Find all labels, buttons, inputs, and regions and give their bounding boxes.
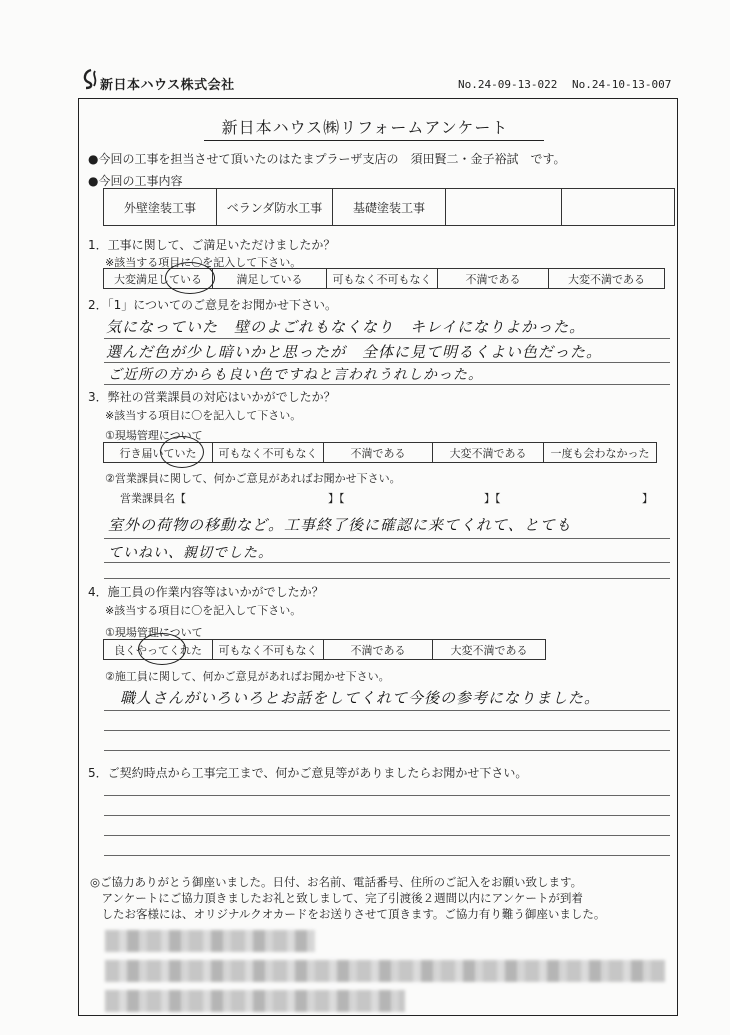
- work-item-3: 基礎塗装工事: [333, 189, 446, 226]
- q1-note: ※該当する項目に〇を記入して下さい。: [105, 256, 302, 269]
- q2-rule-1: [104, 338, 670, 339]
- q5-rule-1: [104, 795, 670, 796]
- q4-rule-2: [104, 730, 670, 731]
- q1-option-4[interactable]: 不満である: [438, 269, 549, 289]
- q4-selection-circle: [138, 633, 186, 665]
- doc-number-2: No.24-10-13-007: [572, 78, 672, 91]
- company-logo-icon: [80, 68, 102, 90]
- q4-option-1[interactable]: 良くやってくれた: [104, 640, 213, 660]
- q3-rule-1: [104, 538, 670, 539]
- q4-sub2: ②施工員に関して、何かご意見があればお聞かせ下さい。: [105, 670, 390, 683]
- q4-question: 4．施工員の作業内容等はいかがでしたか？: [88, 585, 324, 599]
- staff-name-bracket-mid-1: 】【: [328, 492, 345, 505]
- company-name: 新日本ハウス株式会社: [100, 78, 235, 93]
- work-item-2: ベランダ防水工事: [217, 189, 333, 226]
- q3-sub2: ②営業課員に関して、何かご意見があればお聞かせ下さい。: [105, 472, 401, 485]
- q4-option-2[interactable]: 可もなく不可もなく: [213, 640, 324, 660]
- q1-question: 1．工事に関して、ご満足いただけましたか？: [88, 238, 336, 252]
- q4-sub1: ①現場管理について: [105, 626, 203, 639]
- q4-answer-line-1: 職人さんがいろいろとお話をしてくれて今後の参考になりました。: [120, 689, 601, 707]
- q3-option-4[interactable]: 大変不満である: [433, 443, 544, 463]
- q2-question: 2．「1」についてのご意見をお聞かせ下さい。: [88, 298, 338, 312]
- q3-selection-circle: [160, 436, 204, 468]
- q5-question: 5．ご契約時点から工事完工まで、何かご意見等がありましたらお聞かせ下さい。: [88, 766, 528, 780]
- work-content-table: [103, 188, 675, 226]
- work-item-5: [562, 189, 675, 226]
- q2-rule-3: [104, 384, 670, 385]
- closing-line-3: したお客様には、オリジナルクオカードをお送りさせて頂きます。ご協力有り難う御座いました。: [90, 907, 606, 921]
- staff-name-bracket-end: 】: [642, 492, 653, 505]
- work-item-1: 外壁塗装工事: [104, 189, 217, 226]
- closing-line-2: アンケートにご協力頂きましたお礼と致しまして、完了引渡後２週間以内にアンケートが到着: [90, 891, 583, 905]
- q4-option-3[interactable]: 不満である: [324, 640, 433, 660]
- page-title: 新日本ハウス㈱リフォームアンケート: [221, 118, 509, 137]
- q2-answer-line-2: 選んだ色が少し暗いかと思ったが 全体に見て明るくよい色だった。: [106, 343, 603, 361]
- q2-answer-line-3: ご近所の方からも良い色ですねと言われうれしかった。: [108, 367, 483, 383]
- q2-answer-line-1: 気になっていた 壁のよごれもなくなり キレイになりよかった。: [106, 318, 586, 336]
- q5-rule-2: [104, 815, 670, 816]
- redacted-address: [105, 960, 665, 982]
- q3-rule-3: [104, 578, 670, 579]
- staff-name-label: 営業課員名【: [120, 492, 186, 505]
- q3-question: 3．弊社の営業課員の対応はいかがでしたか？: [88, 390, 336, 404]
- q4-rule-3: [104, 750, 670, 751]
- q5-rule-3: [104, 835, 670, 836]
- q3-note: ※該当する項目に〇を記入して下さい。: [105, 409, 302, 422]
- q4-rule-1: [104, 710, 670, 711]
- q4-option-4[interactable]: 大変不満である: [433, 640, 546, 660]
- q3-sub1: ①現場管理について: [105, 429, 203, 442]
- doc-number-1: No.24-09-13-022: [458, 78, 558, 91]
- q3-option-1[interactable]: 行き届いていた: [104, 443, 213, 463]
- q3-option-3[interactable]: 不満である: [324, 443, 433, 463]
- q1-selection-circle: [165, 262, 215, 294]
- q5-rule-4: [104, 855, 670, 856]
- q3-option-2[interactable]: 可もなく不可もなく: [213, 443, 324, 463]
- q3-rule-2: [104, 562, 670, 563]
- q4-note: ※該当する項目に〇を記入して下さい。: [105, 604, 302, 617]
- q1-option-5[interactable]: 大変不満である: [549, 269, 665, 289]
- q3-option-5[interactable]: 一度も会わなかった: [544, 443, 657, 463]
- branch-line: ●今回の工事を担当させて頂いたのはたまプラーザ支店の 須田賢二・金子裕試 です。: [88, 152, 566, 166]
- redacted-date-name: [105, 930, 315, 952]
- q1-option-1[interactable]: 大変満足している: [104, 269, 213, 289]
- title-underline: [204, 140, 544, 141]
- closing-line-1: ◎ご協力ありがとう御座いました。日付、お名前、電話番号、住所のご記入をお願い致します。: [90, 875, 583, 889]
- staff-name-bracket-mid-2: 】【: [484, 492, 501, 505]
- q3-answer-line-1: 室外の荷物の移動など。工事終了後に確認に来てくれて、とても: [108, 516, 572, 534]
- q1-option-2[interactable]: 満足している: [213, 269, 327, 289]
- work-item-4: [446, 189, 562, 226]
- work-content-label: ●今回の工事内容: [88, 174, 183, 188]
- q2-rule-2: [104, 362, 670, 363]
- redacted-phone: [105, 990, 405, 1012]
- q3-answer-line-2: ていねい、親切でした。: [108, 545, 273, 561]
- q1-option-3[interactable]: 可もなく不可もなく: [327, 269, 438, 289]
